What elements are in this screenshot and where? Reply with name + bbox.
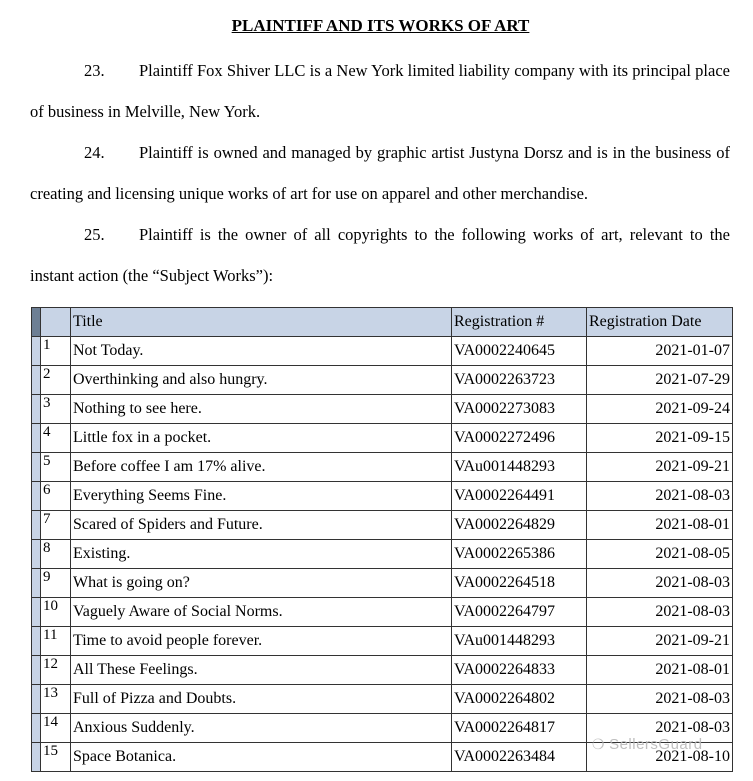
registration-number: VA0002263723 bbox=[452, 366, 587, 395]
work-title: Time to avoid people forever. bbox=[71, 627, 452, 656]
table-row bbox=[32, 685, 733, 714]
registration-date: 2021-08-03 bbox=[587, 482, 733, 511]
row-marker bbox=[32, 540, 41, 569]
row-marker bbox=[32, 743, 41, 772]
row-index: 1 bbox=[41, 337, 71, 366]
row-marker bbox=[32, 482, 41, 511]
work-title: Everything Seems Fine. bbox=[71, 482, 452, 511]
row-index: 3 bbox=[41, 395, 71, 424]
row-marker bbox=[32, 424, 41, 453]
registration-date: 2021-08-10 bbox=[587, 743, 733, 772]
row-marker bbox=[32, 569, 41, 598]
work-title: Existing. bbox=[71, 540, 452, 569]
row-index: 4 bbox=[41, 424, 71, 453]
row-marker bbox=[32, 511, 41, 540]
registration-date: 2021-08-01 bbox=[587, 511, 733, 540]
table-row bbox=[32, 627, 733, 656]
registration-date: 2021-08-03 bbox=[587, 598, 733, 627]
registration-date: 2021-08-03 bbox=[587, 685, 733, 714]
row-index: 15 bbox=[41, 743, 71, 772]
paragraph-text: Plaintiff Fox Shiver LLC is a New York limited liability company with its principal place of business in Melville, New York. bbox=[30, 61, 730, 121]
table-row bbox=[32, 395, 733, 424]
table-row bbox=[32, 453, 733, 482]
paragraph-25 bbox=[30, 214, 730, 296]
work-title: Vaguely Aware of Social Norms. bbox=[71, 598, 452, 627]
row-index: 7 bbox=[41, 511, 71, 540]
row-index: 8 bbox=[41, 540, 71, 569]
registration-date: 2021-01-07 bbox=[587, 337, 733, 366]
row-index: 6 bbox=[41, 482, 71, 511]
paragraph-text: Plaintiff is owned and managed by graphic artist Justyna Dorsz and is in the business of creating and licensing unique works of art for use on apparel and other merchandise. bbox=[30, 143, 730, 203]
paragraph-number: 25. bbox=[84, 225, 105, 244]
registration-number: VA0002264802 bbox=[452, 685, 587, 714]
paragraph-23 bbox=[30, 50, 730, 132]
work-title: Scared of Spiders and Future. bbox=[71, 511, 452, 540]
table-row bbox=[32, 366, 733, 395]
row-index: 14 bbox=[41, 714, 71, 743]
registration-date: 2021-09-24 bbox=[587, 395, 733, 424]
registration-number: VA0002265386 bbox=[452, 540, 587, 569]
table-header-row bbox=[32, 308, 733, 337]
work-title: Nothing to see here. bbox=[71, 395, 452, 424]
title-column-header: Title bbox=[71, 308, 452, 337]
registration-number: VA0002273083 bbox=[452, 395, 587, 424]
table-row bbox=[32, 598, 733, 627]
row-index: 2 bbox=[41, 366, 71, 395]
registration-number: VA0002240645 bbox=[452, 337, 587, 366]
registration-number: VA0002264817 bbox=[452, 714, 587, 743]
row-marker bbox=[32, 366, 41, 395]
registration-date: 2021-09-21 bbox=[587, 453, 733, 482]
paragraph-24 bbox=[30, 132, 730, 214]
registration-number: VA0002264797 bbox=[452, 598, 587, 627]
row-marker bbox=[32, 656, 41, 685]
section-heading: PLAINTIFF AND ITS WORKS OF ART bbox=[231, 16, 530, 35]
table-row bbox=[32, 569, 733, 598]
registration-date: 2021-09-15 bbox=[587, 424, 733, 453]
row-index: 9 bbox=[41, 569, 71, 598]
table-row bbox=[32, 656, 733, 685]
table-row bbox=[32, 511, 733, 540]
registration-number: VA0002264491 bbox=[452, 482, 587, 511]
paragraph-text: Plaintiff is the owner of all copyrights to the following works of art, relevant to the instant action (the “Subject Works”): bbox=[30, 225, 730, 285]
registration-number: VAu001448293 bbox=[452, 453, 587, 482]
row-marker bbox=[32, 714, 41, 743]
row-marker bbox=[32, 598, 41, 627]
wechat-icon: ❍ bbox=[592, 736, 606, 752]
registration-date: 2021-09-21 bbox=[587, 627, 733, 656]
work-title: Before coffee I am 17% alive. bbox=[71, 453, 452, 482]
registration-number: VA0002263484 bbox=[452, 743, 587, 772]
watermark bbox=[592, 736, 703, 753]
registration-date: 2021-07-29 bbox=[587, 366, 733, 395]
registration-number: VA0002264518 bbox=[452, 569, 587, 598]
registration-date: 2021-08-03 bbox=[587, 714, 733, 743]
row-marker bbox=[32, 453, 41, 482]
work-title: Full of Pizza and Doubts. bbox=[71, 685, 452, 714]
table-row bbox=[32, 540, 733, 569]
registration-date: 2021-08-03 bbox=[587, 569, 733, 598]
registration-number: VAu001448293 bbox=[452, 627, 587, 656]
work-title: Overthinking and also hungry. bbox=[71, 366, 452, 395]
row-index: 5 bbox=[41, 453, 71, 482]
registration-number: VA0002264829 bbox=[452, 511, 587, 540]
registration-number: VA0002272496 bbox=[452, 424, 587, 453]
registration-date: 2021-08-05 bbox=[587, 540, 733, 569]
row-marker-header bbox=[32, 308, 41, 337]
work-title: Little fox in a pocket. bbox=[71, 424, 452, 453]
registration-number: VA0002264833 bbox=[452, 656, 587, 685]
index-header bbox=[41, 308, 71, 337]
work-title: Space Botanica. bbox=[71, 743, 452, 772]
row-marker bbox=[32, 685, 41, 714]
row-index: 11 bbox=[41, 627, 71, 656]
work-title: All These Feelings. bbox=[71, 656, 452, 685]
row-marker bbox=[32, 627, 41, 656]
paragraph-number: 23. bbox=[84, 61, 105, 80]
row-index: 12 bbox=[41, 656, 71, 685]
paragraph-number: 24. bbox=[84, 143, 105, 162]
watermark-text: SellersGuard bbox=[609, 736, 703, 753]
registration-column-header: Registration # bbox=[452, 308, 587, 337]
table-row bbox=[32, 337, 733, 366]
row-index: 10 bbox=[41, 598, 71, 627]
work-title: Not Today. bbox=[71, 337, 452, 366]
table-row bbox=[32, 482, 733, 511]
registration-date: 2021-08-01 bbox=[587, 656, 733, 685]
work-title: Anxious Suddenly. bbox=[71, 714, 452, 743]
row-index: 13 bbox=[41, 685, 71, 714]
table-row bbox=[32, 424, 733, 453]
row-marker bbox=[32, 395, 41, 424]
work-title: What is going on? bbox=[71, 569, 452, 598]
date-column-header: Registration Date bbox=[587, 308, 733, 337]
row-marker bbox=[32, 337, 41, 366]
subject-works-table bbox=[31, 307, 733, 772]
table-body bbox=[32, 337, 733, 772]
